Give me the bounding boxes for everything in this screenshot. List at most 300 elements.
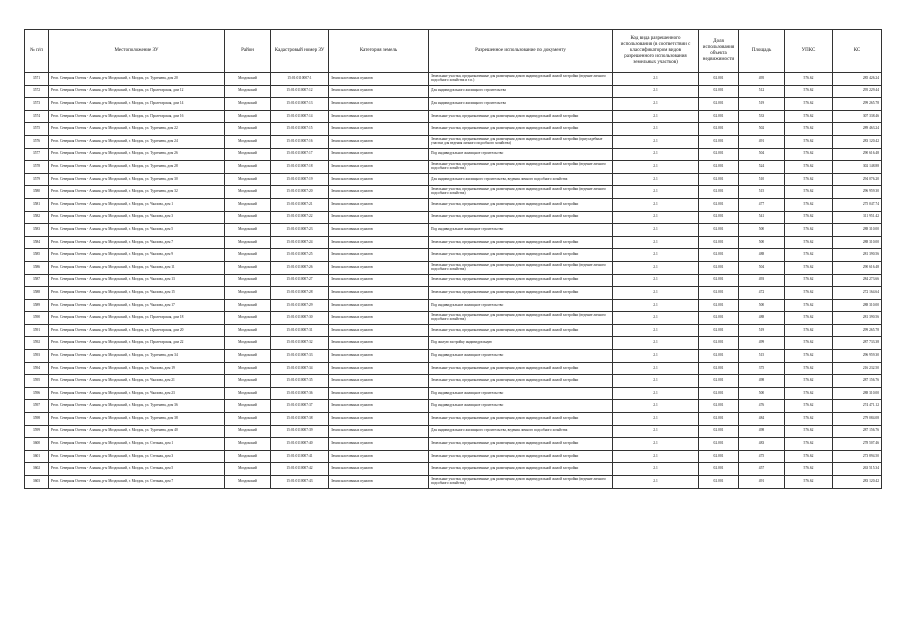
cell-area: 500 bbox=[739, 387, 785, 400]
cell-land-category: Земли населенных пунктов bbox=[329, 148, 429, 161]
cell-num: 3582 bbox=[25, 211, 49, 224]
cell-region: Моздокский bbox=[225, 110, 271, 123]
cell-cadastral-number: 15:01:0110007:27 bbox=[271, 274, 329, 287]
cell-land-category: Земли населенных пунктов bbox=[329, 186, 429, 199]
cell-num: 3598 bbox=[25, 413, 49, 426]
cell-ks: 294 076.20 bbox=[833, 173, 882, 186]
cell-ks: 283 120.42 bbox=[833, 476, 882, 489]
cell-num: 3593 bbox=[25, 350, 49, 363]
cell-upks: 576.62 bbox=[785, 425, 833, 438]
cell-num: 3601 bbox=[25, 450, 49, 463]
cell-permitted-use: Для индивидуального жилищного строительства bbox=[429, 98, 613, 111]
cell-ks: 284 273.66 bbox=[833, 274, 882, 287]
header-share: Доля использования объекта недвижимости bbox=[699, 30, 739, 73]
table-row bbox=[25, 450, 882, 463]
cell-share: 02.001 bbox=[699, 249, 739, 262]
cell-region: Моздокский bbox=[225, 186, 271, 199]
cell-num: 3591 bbox=[25, 324, 49, 337]
cell-num: 3575 bbox=[25, 123, 49, 136]
cell-area: 533 bbox=[739, 110, 785, 123]
cell-use-code: 2.1 bbox=[613, 148, 699, 161]
cell-upks: 576.62 bbox=[785, 123, 833, 136]
table-row bbox=[25, 324, 882, 337]
cell-region: Моздокский bbox=[225, 425, 271, 438]
cell-address: Респ. Северная Осетия - Алания, р-н Моздокский, г. Моздок, ул. Чкалова, дом 11 bbox=[49, 261, 225, 274]
cell-upks: 576.62 bbox=[785, 324, 833, 337]
table-row bbox=[25, 173, 882, 186]
cell-region: Моздокский bbox=[225, 387, 271, 400]
table-row bbox=[25, 236, 882, 249]
cell-cadastral-number: 15:01:0110007:26 bbox=[271, 261, 329, 274]
cell-address: Респ. Северная Осетия - Алания, р-н Моздокский, г. Моздок, ул. Тургенева, дом 22 bbox=[49, 123, 225, 136]
cell-cadastral-number: 15:01:0110007:14 bbox=[271, 110, 329, 123]
cell-permitted-use: Под индивидуальное жилищное строительство bbox=[429, 350, 613, 363]
cell-area: 500 bbox=[739, 236, 785, 249]
cell-address: Респ. Северная Осетия - Алания, р-н Моздокский, г. Моздок, ул. Тургенева, дом 20 bbox=[49, 73, 225, 86]
cell-permitted-use: Для индивидуального жилищного строительства, ведения личного подсобного хозяйства bbox=[429, 173, 613, 186]
table-row bbox=[25, 261, 882, 274]
cell-permitted-use: Земельные участки, предназначенные для размещения домов индивидуальной жилой застройки (ведение личного подсобного хозяйства) bbox=[429, 476, 613, 489]
cell-area: 504 bbox=[739, 261, 785, 274]
cell-land-category: Земли населенных пунктов bbox=[329, 85, 429, 98]
cell-region: Моздокский bbox=[225, 350, 271, 363]
cell-region: Моздокский bbox=[225, 198, 271, 211]
cell-address: Респ. Северная Осетия - Алания, р-н Моздокский, г. Моздок, ул. Чкалова, дом 9 bbox=[49, 249, 225, 262]
cell-share: 02.001 bbox=[699, 224, 739, 237]
cell-ks: 287 733.38 bbox=[833, 337, 882, 350]
cell-ks: 302 148.88 bbox=[833, 161, 882, 174]
cell-upks: 576.62 bbox=[785, 350, 833, 363]
cell-permitted-use: Под индивидуальное жилищное строительство bbox=[429, 299, 613, 312]
cell-share: 02.001 bbox=[699, 400, 739, 413]
cell-ks: 216 232.50 bbox=[833, 362, 882, 375]
cell-region: Моздокский bbox=[225, 337, 271, 350]
cell-permitted-use: Земельные участки, предназначенные для размещения домов индивидуальной жилой застройки bbox=[429, 211, 613, 224]
cell-ks: 307 338.46 bbox=[833, 110, 882, 123]
cell-region: Моздокский bbox=[225, 85, 271, 98]
cell-share: 02.001 bbox=[699, 324, 739, 337]
cell-cadastral-number: 15:01:0110007:38 bbox=[271, 413, 329, 426]
cell-region: Моздокский bbox=[225, 261, 271, 274]
cell-region: Моздокский bbox=[225, 98, 271, 111]
cell-address: Респ. Северная Осетия - Алания, р-н Моздокский, г. Моздок, ул. Пролетарская, дом 20 bbox=[49, 324, 225, 337]
cell-cadastral-number: 15:01:0110007:43 bbox=[271, 476, 329, 489]
table-row bbox=[25, 148, 882, 161]
cell-area: 472 bbox=[739, 287, 785, 300]
cell-use-code: 2.1 bbox=[613, 211, 699, 224]
cell-cadastral-number: 15:01:0110007:32 bbox=[271, 337, 329, 350]
cell-region: Моздокский bbox=[225, 463, 271, 476]
cell-area: 493 bbox=[739, 274, 785, 287]
cell-cadastral-number: 15:01:0110007:41 bbox=[271, 450, 329, 463]
cell-use-code: 2.1 bbox=[613, 173, 699, 186]
cell-cadastral-number: 15:01:0110007:25 bbox=[271, 249, 329, 262]
table-row bbox=[25, 413, 882, 426]
cell-area: 524 bbox=[739, 161, 785, 174]
cell-permitted-use: Под индивидуальное жилищное строительство bbox=[429, 224, 613, 237]
cell-use-code: 2.1 bbox=[613, 287, 699, 300]
cell-permitted-use: Земельные участки, предназначенные для размещения домов индивидуальной жилой застройки (ведение личного подсобного хозяйства и т.п.) bbox=[429, 73, 613, 86]
table-row bbox=[25, 476, 882, 489]
cell-region: Моздокский bbox=[225, 148, 271, 161]
cell-use-code: 2.1 bbox=[613, 161, 699, 174]
cell-land-category: Земли населенных пунктов bbox=[329, 236, 429, 249]
land-plots-table bbox=[24, 29, 882, 489]
cell-num: 3574 bbox=[25, 110, 49, 123]
cell-region: Моздокский bbox=[225, 123, 271, 136]
cell-permitted-use: Земельные участки, предназначенные для размещения домов индивидуальной жилой застройки bbox=[429, 198, 613, 211]
cell-num: 3597 bbox=[25, 400, 49, 413]
cell-num: 3576 bbox=[25, 135, 49, 148]
cell-share: 02.001 bbox=[699, 110, 739, 123]
cell-address: Респ. Северная Осетия - Алания, р-н Моздокский, г. Моздок, ул. Тургенева, дом 40 bbox=[49, 425, 225, 438]
cell-area: 495 bbox=[739, 73, 785, 86]
cell-address: Респ. Северная Осетия - Алания, р-н Моздокский, г. Моздок, ул. Чкалова, дом 3 bbox=[49, 211, 225, 224]
cell-ks: 281 390.56 bbox=[833, 249, 882, 262]
header-cadastral-number: Кадастровый номер ЗУ bbox=[271, 30, 329, 73]
cell-land-category: Земли населенных пунктов bbox=[329, 110, 429, 123]
cell-num: 3590 bbox=[25, 312, 49, 325]
cell-share: 02.001 bbox=[699, 161, 739, 174]
cell-area: 498 bbox=[739, 375, 785, 388]
cell-area: 476 bbox=[739, 400, 785, 413]
cell-num: 3581 bbox=[25, 198, 49, 211]
cell-ks: 311 951.42 bbox=[833, 211, 882, 224]
cell-upks: 576.62 bbox=[785, 438, 833, 451]
cell-upks: 576.62 bbox=[785, 85, 833, 98]
cell-area: 484 bbox=[739, 413, 785, 426]
table-row bbox=[25, 123, 882, 136]
cell-address: Респ. Северная Осетия - Алания, р-н Моздокский, г. Моздок, ул. Пролетарская, дом 18 bbox=[49, 312, 225, 325]
cell-ks: 299 265.78 bbox=[833, 98, 882, 111]
cell-use-code: 2.1 bbox=[613, 387, 699, 400]
cell-cadastral-number: 15:01:0110007:28 bbox=[271, 287, 329, 300]
header-use-code: Код вида разрешенного использования (в соответствии с классификатором видов разрешенного использования земельных участков) bbox=[613, 30, 699, 73]
cell-land-category: Земли населенных пунктов bbox=[329, 324, 429, 337]
cell-permitted-use: Для индивидуального жилищного строительства, ведения личного подсобного хозяйства bbox=[429, 425, 613, 438]
cell-area: 519 bbox=[739, 324, 785, 337]
cell-num: 3595 bbox=[25, 375, 49, 388]
cell-num: 3599 bbox=[25, 425, 49, 438]
cell-num: 3592 bbox=[25, 337, 49, 350]
cell-share: 02.001 bbox=[699, 135, 739, 148]
cell-ks: 283 120.42 bbox=[833, 135, 882, 148]
cell-num: 3573 bbox=[25, 98, 49, 111]
cell-num: 3578 bbox=[25, 161, 49, 174]
cell-land-category: Земли населенных пунктов bbox=[329, 350, 429, 363]
cell-address: Респ. Северная Осетия - Алания, р-н Моздокский, г. Моздок, ул. Тургенева, дом 32 bbox=[49, 186, 225, 199]
cell-share: 02.001 bbox=[699, 287, 739, 300]
cell-upks: 576.62 bbox=[785, 413, 833, 426]
header-area: Площадь bbox=[739, 30, 785, 73]
cell-area: 519 bbox=[739, 98, 785, 111]
cell-area: 498 bbox=[739, 425, 785, 438]
cell-area: 510 bbox=[739, 173, 785, 186]
document-page bbox=[24, 29, 881, 489]
cell-use-code: 2.1 bbox=[613, 73, 699, 86]
header-num: № п/п bbox=[25, 30, 49, 73]
cell-ks: 288 310.00 bbox=[833, 299, 882, 312]
table-row bbox=[25, 362, 882, 375]
cell-permitted-use: Земельные участки, предназначенные для размещения домов индивидуальной жилой застройки bbox=[429, 287, 613, 300]
table-row bbox=[25, 186, 882, 199]
cell-cadastral-number: 15:01:0110007:33 bbox=[271, 350, 329, 363]
cell-upks: 576.62 bbox=[785, 274, 833, 287]
cell-upks: 576.62 bbox=[785, 161, 833, 174]
cell-share: 02.001 bbox=[699, 425, 739, 438]
cell-share: 02.001 bbox=[699, 312, 739, 325]
cell-permitted-use: Земельные участки, предназначенные для размещения домов индивидуальной жилой застройки bbox=[429, 463, 613, 476]
cell-use-code: 2.1 bbox=[613, 375, 699, 388]
cell-use-code: 2.1 bbox=[613, 98, 699, 111]
table-body bbox=[25, 73, 882, 489]
table-row bbox=[25, 198, 882, 211]
cell-region: Моздокский bbox=[225, 312, 271, 325]
cell-upks: 576.62 bbox=[785, 261, 833, 274]
cell-land-category: Земли населенных пунктов bbox=[329, 135, 429, 148]
cell-address: Респ. Северная Осетия - Алания, р-н Моздокский, г. Моздок, ул. Пролетарская, дом 12 bbox=[49, 85, 225, 98]
table-row bbox=[25, 350, 882, 363]
table-row bbox=[25, 110, 882, 123]
cell-land-category: Земли населенных пунктов bbox=[329, 375, 429, 388]
cell-num: 3588 bbox=[25, 287, 49, 300]
cell-share: 02.001 bbox=[699, 261, 739, 274]
cell-area: 541 bbox=[739, 211, 785, 224]
cell-permitted-use: Земельные участки, предназначенные для размещения домов индивидуальной жилой застройки bbox=[429, 123, 613, 136]
cell-num: 3587 bbox=[25, 274, 49, 287]
cell-land-category: Земли населенных пунктов bbox=[329, 413, 429, 426]
table-row bbox=[25, 249, 882, 262]
cell-permitted-use: Земельные участки, предназначенные для размещения домов индивидуальной жилой застройки bbox=[429, 450, 613, 463]
cell-address: Респ. Северная Осетия - Алания, р-н Моздокский, г. Моздок, ул. Чкалова, дом 13 bbox=[49, 274, 225, 287]
cell-share: 02.001 bbox=[699, 274, 739, 287]
cell-address: Респ. Северная Осетия - Алания, р-н Моздокский, г. Моздок, ул. Тургенева, дом 36 bbox=[49, 400, 225, 413]
cell-area: 500 bbox=[739, 224, 785, 237]
table-row bbox=[25, 98, 882, 111]
cell-upks: 576.62 bbox=[785, 148, 833, 161]
cell-use-code: 2.1 bbox=[613, 123, 699, 136]
cell-cadastral-number: 15:01:0110007:39 bbox=[271, 425, 329, 438]
cell-area: 512 bbox=[739, 85, 785, 98]
cell-region: Моздокский bbox=[225, 161, 271, 174]
cell-use-code: 2.1 bbox=[613, 400, 699, 413]
cell-ks: 279 084.08 bbox=[833, 413, 882, 426]
cell-area: 477 bbox=[739, 198, 785, 211]
cell-permitted-use: Земельные участки, предназначенные для размещения домов индивидуальной жилой застройки bbox=[429, 274, 613, 287]
cell-share: 02.001 bbox=[699, 98, 739, 111]
cell-area: 491 bbox=[739, 135, 785, 148]
cell-share: 02.001 bbox=[699, 173, 739, 186]
cell-address: Респ. Северная Осетия - Алания, р-н Моздокский, г. Моздок, ул. Тургенева, дом 30 bbox=[49, 173, 225, 186]
cell-region: Моздокский bbox=[225, 324, 271, 337]
cell-land-category: Земли населенных пунктов bbox=[329, 337, 429, 350]
cell-use-code: 2.1 bbox=[613, 463, 699, 476]
cell-area: 491 bbox=[739, 476, 785, 489]
cell-cadastral-number: 15:01:0110007:24 bbox=[271, 236, 329, 249]
cell-ks: 285 426.24 bbox=[833, 73, 882, 86]
table-row bbox=[25, 73, 882, 86]
table-row bbox=[25, 463, 882, 476]
cell-cadastral-number: 15:01:0110007:18 bbox=[271, 161, 329, 174]
cell-address: Респ. Северная Осетия - Алания, р-н Моздокский, г. Моздок, ул. Тургенева, дом 34 bbox=[49, 350, 225, 363]
cell-use-code: 2.1 bbox=[613, 337, 699, 350]
table-row bbox=[25, 337, 882, 350]
cell-cadastral-number: 15:01:0110007:1 bbox=[271, 73, 329, 86]
cell-address: Респ. Северная Осетия - Алания, р-н Моздокский, г. Моздок, ул. Чкалова, дом 7 bbox=[49, 236, 225, 249]
cell-permitted-use: Под индивидуальное жилищное строительство bbox=[429, 400, 613, 413]
cell-address: Респ. Северная Осетия - Алания, р-н Моздокский, г. Моздок, ул. Степная, дом 7 bbox=[49, 476, 225, 489]
cell-use-code: 2.1 bbox=[613, 350, 699, 363]
cell-cadastral-number: 15:01:0110007:19 bbox=[271, 173, 329, 186]
cell-use-code: 2.1 bbox=[613, 362, 699, 375]
cell-upks: 576.62 bbox=[785, 98, 833, 111]
cell-area: 483 bbox=[739, 438, 785, 451]
cell-cadastral-number: 15:01:0110007:42 bbox=[271, 463, 329, 476]
cell-area: 500 bbox=[739, 299, 785, 312]
cell-area: 375 bbox=[739, 362, 785, 375]
cell-share: 02.001 bbox=[699, 350, 739, 363]
cell-land-category: Земли населенных пунктов bbox=[329, 274, 429, 287]
cell-permitted-use: Земельные участки, предназначенные для размещения домов индивидуальной жилой застройки (ведение личного подсобного хозяйства) bbox=[429, 186, 613, 199]
cell-cadastral-number: 15:01:0110007:15 bbox=[271, 123, 329, 136]
header-land-category: Категория земель bbox=[329, 30, 429, 73]
cell-ks: 278 507.46 bbox=[833, 438, 882, 451]
cell-permitted-use: Земельные участки, предназначенные для размещения домов индивидуальной жилой застройки (приусадебные участки для ведения личного подсобного хозяйства) bbox=[429, 135, 613, 148]
cell-land-category: Земли населенных пунктов bbox=[329, 224, 429, 237]
cell-share: 02.001 bbox=[699, 186, 739, 199]
cell-region: Моздокский bbox=[225, 362, 271, 375]
cell-num: 3600 bbox=[25, 438, 49, 451]
cell-use-code: 2.1 bbox=[613, 135, 699, 148]
cell-cadastral-number: 15:01:0110007:17 bbox=[271, 148, 329, 161]
cell-address: Респ. Северная Осетия - Алания, р-н Моздокский, г. Моздок, ул. Пролетарская, дом 16 bbox=[49, 110, 225, 123]
cell-land-category: Земли населенных пунктов bbox=[329, 198, 429, 211]
cell-cadastral-number: 15:01:0110007:30 bbox=[271, 312, 329, 325]
cell-cadastral-number: 15:01:0110007:21 bbox=[271, 198, 329, 211]
cell-address: Респ. Северная Осетия - Алания, р-н Моздокский, г. Моздок, ул. Чкалова, дом 19 bbox=[49, 362, 225, 375]
table-header-row bbox=[25, 30, 882, 73]
cell-cadastral-number: 15:01:0110007:16 bbox=[271, 135, 329, 148]
cell-address: Респ. Северная Осетия - Алания, р-н Моздокский, г. Моздок, ул. Тургенева, дом 38 bbox=[49, 413, 225, 426]
cell-upks: 576.62 bbox=[785, 173, 833, 186]
table-row bbox=[25, 425, 882, 438]
cell-use-code: 2.1 bbox=[613, 324, 699, 337]
cell-area: 499 bbox=[739, 337, 785, 350]
cell-permitted-use: Земельные участки, предназначенные для размещения домов индивидуальной жилой застройки bbox=[429, 362, 613, 375]
header-address: Местоположение ЗУ bbox=[49, 30, 225, 73]
cell-use-code: 2.1 bbox=[613, 425, 699, 438]
cell-area: 504 bbox=[739, 148, 785, 161]
cell-permitted-use: Под индивидуальное жилищное строительство bbox=[429, 148, 613, 161]
cell-region: Моздокский bbox=[225, 236, 271, 249]
cell-num: 3589 bbox=[25, 299, 49, 312]
cell-land-category: Земли населенных пунктов bbox=[329, 261, 429, 274]
cell-land-category: Земли населенных пунктов bbox=[329, 123, 429, 136]
cell-ks: 290 616.48 bbox=[833, 148, 882, 161]
cell-cadastral-number: 15:01:0110007:29 bbox=[271, 299, 329, 312]
cell-land-category: Земли населенных пунктов bbox=[329, 211, 429, 224]
cell-share: 02.001 bbox=[699, 211, 739, 224]
table-row bbox=[25, 135, 882, 148]
cell-num: 3594 bbox=[25, 362, 49, 375]
cell-address: Респ. Северная Осетия - Алания, р-н Моздокский, г. Моздок, ул. Чкалова, дом 17 bbox=[49, 299, 225, 312]
cell-address: Респ. Северная Осетия - Алания, р-н Моздокский, г. Моздок, ул. Чкалова, дом 1 bbox=[49, 198, 225, 211]
header-upks: УПКС bbox=[785, 30, 833, 73]
cell-ks: 295 229.44 bbox=[833, 85, 882, 98]
cell-cadastral-number: 15:01:0110007:37 bbox=[271, 400, 329, 413]
cell-address: Респ. Северная Осетия - Алания, р-н Моздокский, г. Моздок, ул. Степная, дом 5 bbox=[49, 463, 225, 476]
cell-share: 02.001 bbox=[699, 375, 739, 388]
cell-address: Респ. Северная Осетия - Алания, р-н Моздокский, г. Моздок, ул. Пролетарская, дом 14 bbox=[49, 98, 225, 111]
cell-region: Моздокский bbox=[225, 249, 271, 262]
cell-permitted-use: Под индивидуальное жилищное строительство bbox=[429, 387, 613, 400]
cell-address: Респ. Северная Осетия - Алания, р-н Моздокский, г. Моздок, ул. Чкалова, дом 5 bbox=[49, 224, 225, 237]
cell-share: 02.001 bbox=[699, 337, 739, 350]
cell-share: 02.001 bbox=[699, 73, 739, 86]
cell-share: 02.001 bbox=[699, 362, 739, 375]
cell-ks: 290 616.48 bbox=[833, 261, 882, 274]
cell-cadastral-number: 15:01:0110007:23 bbox=[271, 224, 329, 237]
cell-permitted-use: Для индивидуального жилищного строительства bbox=[429, 85, 613, 98]
cell-land-category: Земли населенных пунктов bbox=[329, 73, 429, 86]
table-row bbox=[25, 400, 882, 413]
cell-upks: 576.62 bbox=[785, 312, 833, 325]
cell-area: 475 bbox=[739, 450, 785, 463]
cell-upks: 576.62 bbox=[785, 249, 833, 262]
cell-num: 3579 bbox=[25, 173, 49, 186]
table-row bbox=[25, 274, 882, 287]
cell-cadastral-number: 15:01:0110007:12 bbox=[271, 85, 329, 98]
cell-ks: 299 265.78 bbox=[833, 324, 882, 337]
cell-share: 02.001 bbox=[699, 438, 739, 451]
cell-upks: 576.62 bbox=[785, 375, 833, 388]
cell-num: 3583 bbox=[25, 224, 49, 237]
cell-ks: 281 390.56 bbox=[833, 312, 882, 325]
cell-upks: 576.62 bbox=[785, 186, 833, 199]
cell-upks: 576.62 bbox=[785, 463, 833, 476]
cell-use-code: 2.1 bbox=[613, 299, 699, 312]
cell-address: Респ. Северная Осетия - Алания, р-н Моздокский, г. Моздок, ул. Тургенева, дом 28 bbox=[49, 161, 225, 174]
cell-address: Респ. Северная Осетия - Алания, р-н Моздокский, г. Моздок, ул. Чкалова, дом 23 bbox=[49, 387, 225, 400]
cell-address: Респ. Северная Осетия - Алания, р-н Моздокский, г. Моздок, ул. Пролетарская, дом 22 bbox=[49, 337, 225, 350]
cell-upks: 576.62 bbox=[785, 198, 833, 211]
cell-region: Моздокский bbox=[225, 224, 271, 237]
cell-permitted-use: Земельные участки, предназначенные для размещения домов индивидуальной жилой застройки bbox=[429, 413, 613, 426]
cell-num: 3571 bbox=[25, 73, 49, 86]
cell-land-category: Земли населенных пунктов bbox=[329, 425, 429, 438]
cell-use-code: 2.1 bbox=[613, 249, 699, 262]
cell-region: Моздокский bbox=[225, 375, 271, 388]
cell-region: Моздокский bbox=[225, 287, 271, 300]
cell-permitted-use: Земельные участки, предназначенные для размещения домов индивидуальной жилой застройки (ведение личного подсобного хозяйства) bbox=[429, 261, 613, 274]
cell-use-code: 2.1 bbox=[613, 85, 699, 98]
cell-permitted-use: Земельные участки, предназначенные для размещения домов индивидуальной жилой застройки bbox=[429, 110, 613, 123]
cell-use-code: 2.1 bbox=[613, 450, 699, 463]
cell-upks: 576.62 bbox=[785, 110, 833, 123]
cell-num: 3596 bbox=[25, 387, 49, 400]
cell-share: 02.001 bbox=[699, 387, 739, 400]
cell-land-category: Земли населенных пунктов bbox=[329, 476, 429, 489]
cell-cadastral-number: 15:01:0110007:31 bbox=[271, 324, 329, 337]
cell-cadastral-number: 15:01:0110007:22 bbox=[271, 211, 329, 224]
cell-ks: 296 959.30 bbox=[833, 186, 882, 199]
cell-permitted-use: Земельные участки, предназначенные для размещения домов индивидуальной жилой застройки bbox=[429, 249, 613, 262]
cell-permitted-use: Земельные участки, предназначенные для размещения домов индивидуальной жилой застройки bbox=[429, 375, 613, 388]
cell-upks: 576.62 bbox=[785, 135, 833, 148]
cell-share: 02.001 bbox=[699, 463, 739, 476]
table-row bbox=[25, 375, 882, 388]
cell-upks: 576.62 bbox=[785, 73, 833, 86]
